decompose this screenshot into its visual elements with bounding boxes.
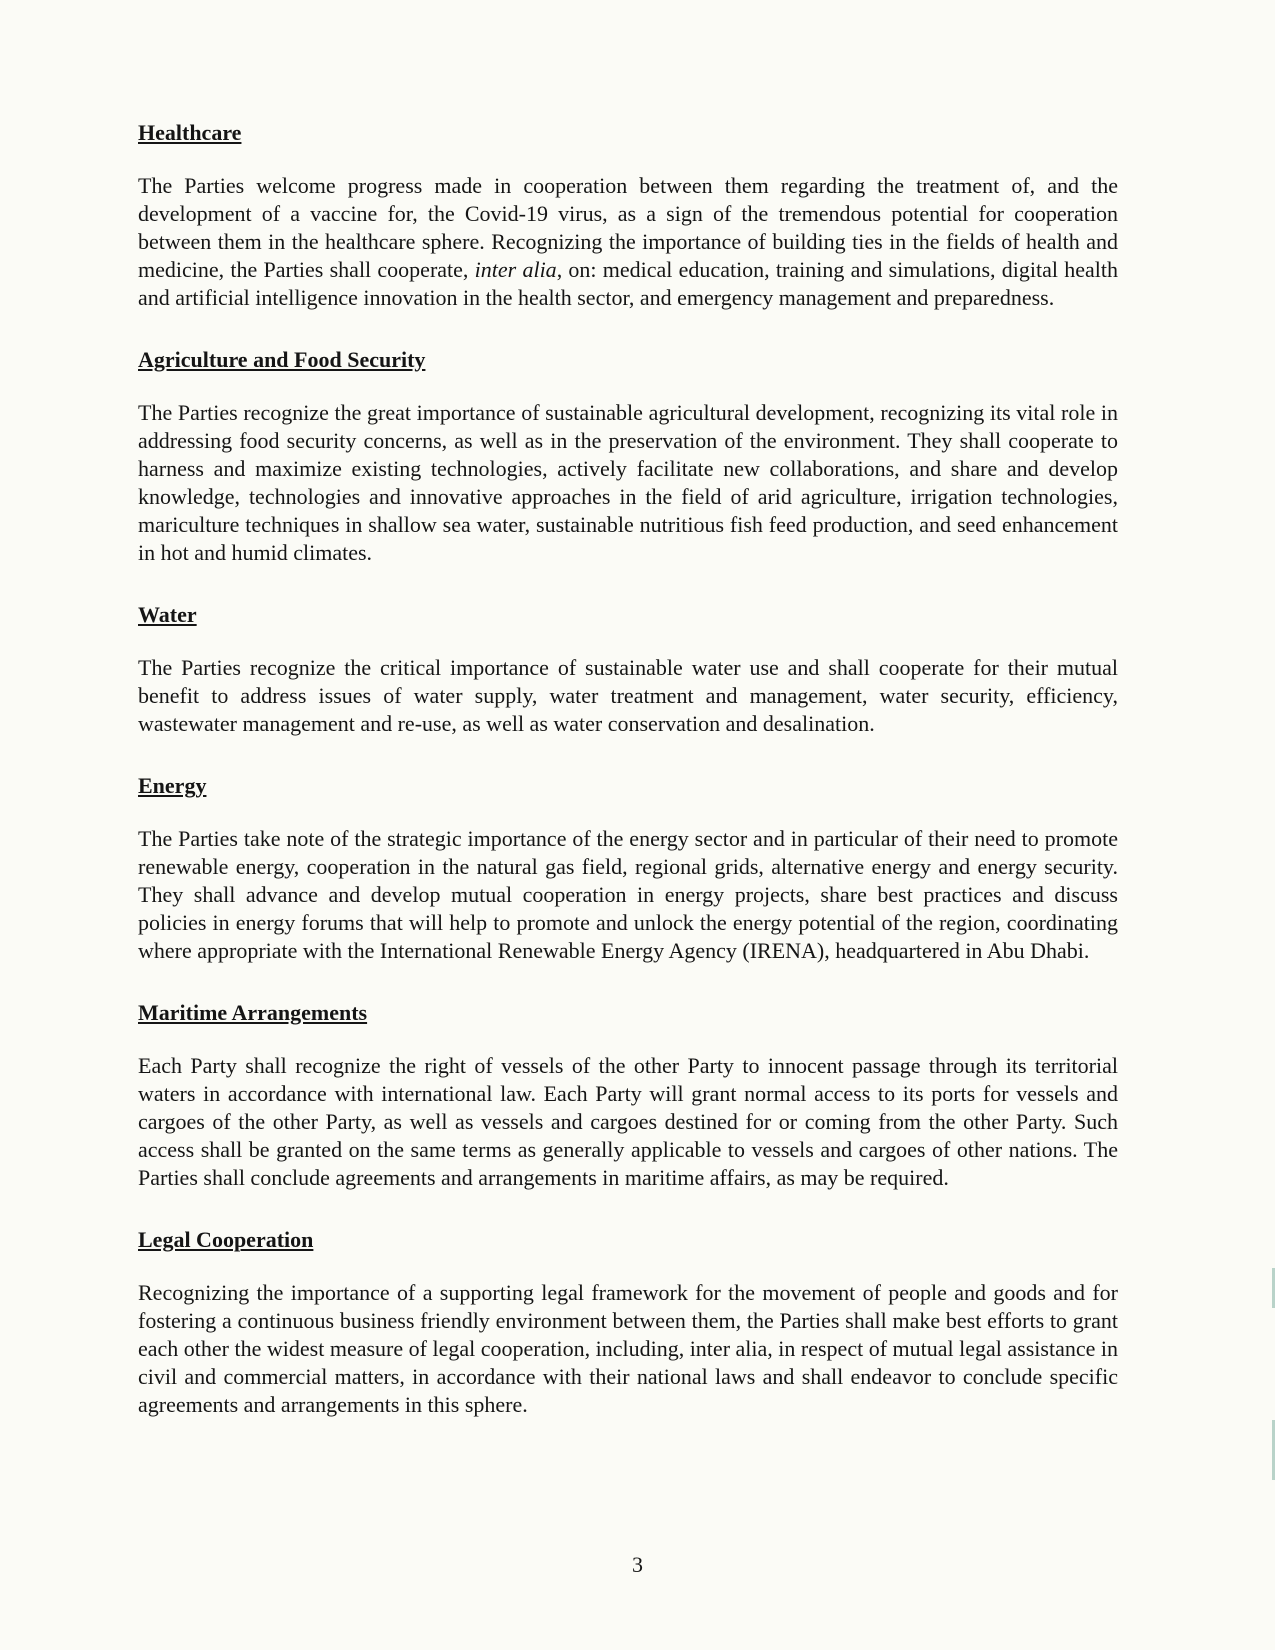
section-legal	[138, 1225, 1118, 1419]
section-heading: Energy	[138, 773, 207, 798]
section-paragraph	[138, 172, 1118, 312]
section-agriculture	[138, 345, 1118, 567]
paragraph-text: , on: medical education, training and simulations, digital health and artificial intelligence innovation in the health sector, and emergency management and preparedness.	[138, 257, 1119, 310]
document-body	[138, 118, 1118, 1452]
section-paragraph: The Parties recognize the critical importance of sustainable water use and shall cooperate for their mutual benefit to address issues of water supply, water treatment and management, water security, efficiency, wastewater management and re-use, as well as water conservation and desalination.	[138, 655, 1118, 736]
section-paragraph: The Parties recognize the great importance of sustainable agricultural development, recognizing its vital role in addressing food security concerns, as well as in the preservation of the environment. They shall cooperate to harness and maximize existing technologies, actively facilitate new collaborations, and share and develop knowledge, technologies and innovative approaches in the field of arid agriculture, irrigation technologies, mariculture techniques in shallow sea water, sustainable nutritious fish feed production, and seed enhancement in hot and humid climates.	[138, 400, 1118, 565]
section-maritime	[138, 998, 1118, 1192]
section-paragraph: The Parties take note of the strategic importance of the energy sector and in particular of their need to promote renewable energy, cooperation in the natural gas field, regional grids, alternative energy and energy security. They shall advance and develop mutual cooperation in energy projects, share best practices and discuss policies in energy forums that will help to promote and unlock the energy potential of the region, coordinating where appropriate with the International Renewable Energy Agency (IRENA), headquartered in Abu Dhabi.	[138, 826, 1118, 963]
paragraph-text: The Parties welcome progress made in cooperation between them regarding the treatment of, and the development of a vaccine for, the Covid-19 virus, as a sign of the tremendous potential for cooperation between them in the healthcare sphere. Recognizing the importance of building ties in the fields of health and medicine, the Parties shall cooperate,	[138, 173, 1118, 282]
section-paragraph: Each Party shall recognize the right of vessels of the other Party to innocent passage through its territorial waters in accordance with international law. Each Party will grant normal access to its ports for vessels and cargoes of the other Party, as well as vessels and cargoes destined for or coming from the other Party. Such access shall be granted on the same terms as generally applicable to vessels and cargoes of other nations. The Parties shall conclude agreements and arrangements in maritime affairs, as may be required.	[138, 1053, 1118, 1190]
section-healthcare	[138, 118, 1118, 312]
section-energy	[138, 771, 1118, 965]
page-number: 3	[632, 1552, 643, 1577]
section-heading: Legal Cooperation	[138, 1227, 314, 1252]
section-heading: Agriculture and Food Security	[138, 347, 426, 372]
section-water	[138, 600, 1118, 738]
italic-phrase: inter alia	[474, 257, 557, 282]
section-heading: Maritime Arrangements	[138, 1000, 368, 1025]
section-heading: Water	[138, 602, 197, 627]
section-heading: Healthcare	[138, 120, 242, 145]
section-paragraph: Recognizing the importance of a supporting legal framework for the movement of people and goods and for fostering a continuous business friendly environment between them, the Parties shall make best efforts to grant each other the widest measure of legal cooperation, including, inter alia, in respect of mutual legal assistance in civil and commercial matters, in accordance with their national laws and shall endeavor to conclude specific agreements and arrangements in this sphere.	[138, 1280, 1118, 1417]
